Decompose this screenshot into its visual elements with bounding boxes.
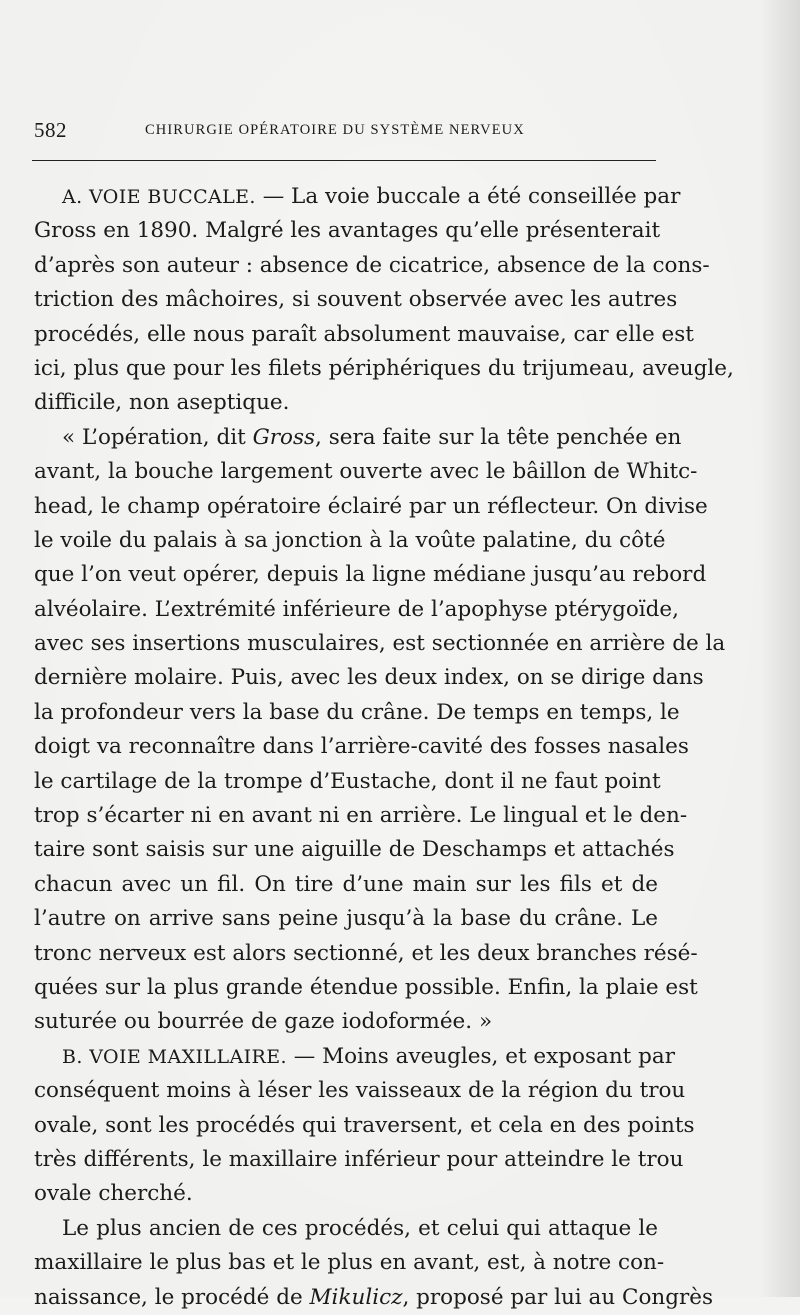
quote-line: l’autre on arrive sans peine jusqu’à la base du crâne. Le (34, 906, 658, 932)
paragraph-b-line: ovale cherché. (34, 1181, 193, 1207)
quote-line: « L’opération, dit Gross, sera faite sur la tête penchée en (62, 424, 682, 450)
body-text (34, 180, 734, 1315)
quote-line: la profondeur vers la base du crâne. De temps en temps, le (34, 699, 680, 725)
header-rule (32, 160, 656, 161)
author-mikulicz: Mikulicz (309, 1284, 403, 1310)
quote-line: que l’on veut opérer, depuis la ligne médiane jusqu’au rebord (34, 562, 707, 588)
paragraph-b-line: conséquent moins à léser les vaisseaux de la région du trou (34, 1078, 686, 1104)
paragraph-a-line: A. VOIE BUCCALE. — La voie buccale a été conseillée par (62, 184, 681, 209)
paragraph-c-line: naissance, le procédé de Mikulicz, proposé par lui au Congrès (34, 1284, 714, 1310)
quote-line: avec ses insertions musculaires, est sectionnée en arrière de la (34, 631, 726, 657)
paragraph-a-line: procédés, elle nous paraît absolument mauvaise, car elle est (34, 321, 694, 347)
running-title: CHIRURGIE OPÉRATOIRE DU SYSTÈME NERVEUX (145, 122, 525, 138)
quote-line: alvéolaire. L’extrémité inférieure de l’apophyse ptérygoïde, (34, 596, 679, 622)
paragraph-c-line: maxillaire le plus bas et le plus en avant, est, à notre con- (34, 1250, 665, 1276)
quote-line: suturée ou bourrée de gaze iodoformée. » (34, 1009, 493, 1035)
running-head (34, 118, 656, 148)
quote-line: le cartilage de la trompe d’Eustache, dont il ne faut point (34, 768, 661, 794)
quote-line: chacun avec un fil. On tire d’une main sur les fils et de (34, 871, 658, 897)
section-heading-voie-maxillaire: B. VOIE MAXILLAIRE. (62, 1045, 287, 1068)
quote-line: taire sont saisis sur une aiguille de Deschamps et attachés (34, 837, 675, 863)
paragraph-a-line: difficile, non aseptique. (34, 390, 290, 416)
paragraph-a-line: triction des mâchoires, si souvent observée avec les autres (34, 287, 678, 313)
author-gross: Gross (252, 424, 316, 450)
paragraph-a-line: Gross en 1890. Malgré les avantages qu’elle présenterait (34, 218, 661, 244)
quote-line: quées sur la plus grande étendue possible. Enfin, la plaie est (34, 974, 698, 1000)
section-heading-voie-buccale: A. VOIE BUCCALE. (62, 186, 256, 208)
paragraph-b-line: très différents, le maxillaire inférieur pour atteindre le trou (34, 1146, 684, 1172)
quote-line: head, le champ opératoire éclairé par un réflecteur. On divise (34, 493, 708, 519)
paragraph-a-line: d’après son auteur : absence de cicatrice, absence de la cons- (34, 252, 710, 278)
quote-line: tronc nerveux est alors sectionné, et les deux branches résé- (34, 940, 698, 966)
paragraph-b-line: ovale, sont les procédés qui traversent, et cela en des points (34, 1112, 695, 1138)
paragraph-b-line: B. VOIE MAXILLAIRE. — Moins aveugles, et exposant par (62, 1043, 676, 1069)
quote-line: trop s’écarter ni en avant ni en arrière. Le lingual et le den- (34, 803, 688, 829)
paragraph-c-line: Le plus ancien de ces procédés, et celui qui attaque le (62, 1215, 658, 1241)
quote-line: doigt va reconnaître dans l’arrière-cavité des fosses nasales (34, 734, 689, 760)
quote-line: avant, la bouche largement ouverte avec le bâillon de Whitc- (34, 459, 698, 485)
paragraph-a-line: ici, plus que pour les filets périphériques du trijumeau, aveugle, (34, 355, 734, 381)
quote-line: dernière molaire. Puis, avec les deux index, on se dirige dans (34, 665, 704, 691)
page-number: 582 (34, 118, 67, 142)
page-edge-shadow (760, 0, 800, 1297)
quote-line: le voile du palais à sa jonction à la voûte palatine, du côté (34, 527, 666, 553)
